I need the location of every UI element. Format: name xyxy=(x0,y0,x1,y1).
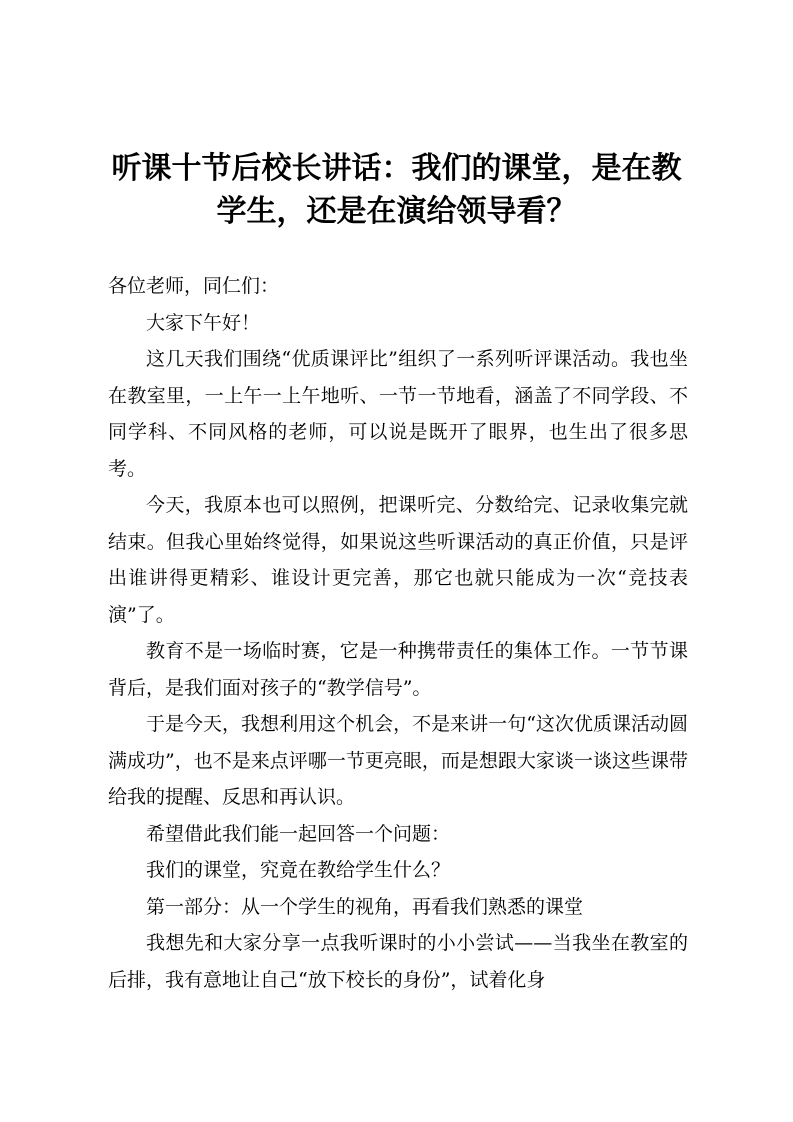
document-title: 听课十节后校长讲话：我们的课堂，是在教学生，还是在演给领导看？ xyxy=(111,151,682,229)
paragraph: 希望借此我们能一起回答一个问题： xyxy=(146,822,451,845)
salutation: 各位老师，同仁们： xyxy=(108,275,280,297)
paragraph: 我想先和大家分享一点我听课时的小小尝试——当我坐在教室的后排，我有意地让自己“放下校长的身份”，试着化身 xyxy=(108,932,688,991)
paragraph: 我们的课堂，究竟在教给学生什么？ xyxy=(146,859,451,881)
section-heading: 第一部分：从一个学生的视角，再看我们熟悉的课堂 xyxy=(146,895,584,918)
paragraph: 教育不是一场临时赛，它是一种携带责任的集体工作。一节节课背后，是我们面对孩子的“教学信号”。 xyxy=(108,640,688,699)
document-body xyxy=(108,268,688,998)
paragraph: 大家下午好！ xyxy=(146,311,261,334)
paragraph: 于是今天，我想利用这个机会，不是来讲一句“这次优质课活动圆满成功”，也不是来点评哪一节更亮眼，而是想跟大家谈一谈这些课带给我的提醒、反思和再认识。 xyxy=(108,713,688,808)
paragraph: 这几天我们围绕“优质课评比”组织了一系列听评课活动。我也坐在教室里，一上午一上午地听、一节一节地看，涵盖了不同学段、不同学科、不同风格的老师，可以说是既开了眼界，也生出了很多思考。 xyxy=(108,348,688,480)
paragraph: 今天，我原本也可以照例，把课听完、分数给完、记录收集完就结束。但我心里始终觉得，如果说这些听课活动的真正价值，只是评出谁讲得更精彩、谁设计更完善，那它也就只能成为一次“竞技表演”了。 xyxy=(108,494,688,626)
